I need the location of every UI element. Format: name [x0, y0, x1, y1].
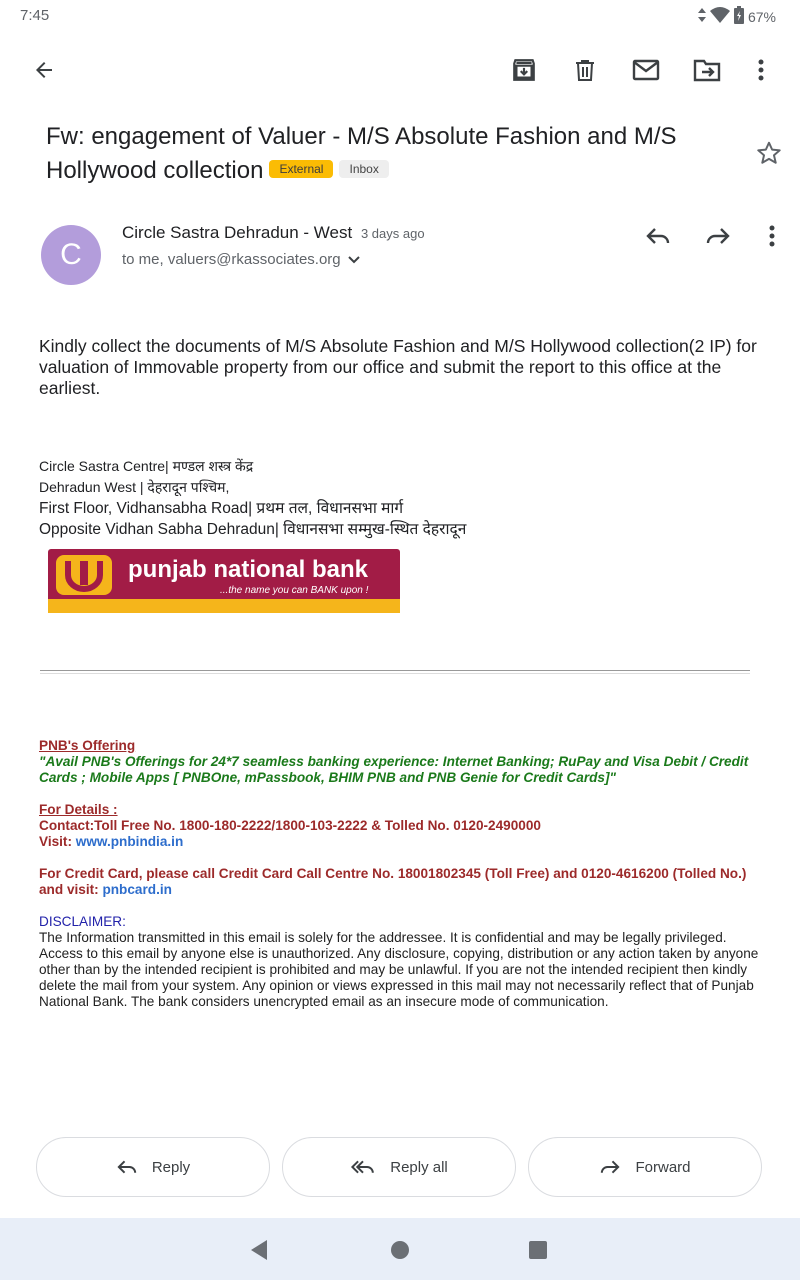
archive-icon: [511, 57, 537, 83]
divider: [40, 670, 750, 674]
credit-card-line: [39, 866, 769, 898]
reply-icon: [116, 1158, 138, 1176]
mark-unread-button[interactable]: [626, 50, 666, 90]
message-body: Kindly collect the documents of M/S Absolute Fashion and M/S Hollywood collection(2 IP) for valuation of Immovable property from our office and submit the report to this office at the earliest.: [39, 336, 757, 398]
battery-percent: 67%: [747, 8, 776, 25]
reply-all-icon: [350, 1158, 376, 1176]
more-options-button[interactable]: [741, 50, 781, 90]
sender-line: [122, 223, 425, 243]
chevron-down-icon: [347, 255, 361, 265]
forward-icon: [599, 1158, 621, 1176]
recipients-toggle[interactable]: [122, 251, 361, 268]
reply-button[interactable]: [36, 1137, 270, 1197]
recipients-text: to me, valuers@rkassociates.org: [122, 251, 341, 268]
more-vert-icon: [769, 225, 775, 247]
subject-text: Fw: engagement of Valuer - M/S Absolute Fashion and M/S Hollywood collection: [46, 123, 677, 184]
forward-button[interactable]: [528, 1137, 762, 1197]
mail-icon: [632, 58, 660, 82]
status-bar: [0, 0, 800, 32]
nav-home-button[interactable]: [388, 1238, 412, 1262]
sender-name: Circle Sastra Dehradun - West: [122, 223, 353, 242]
signature-line-4: Opposite Vidhan Sabha Dehradun| विधानसभा सम्मुख-स्थित देहरादून: [39, 521, 467, 538]
back-button[interactable]: [24, 50, 64, 90]
credit-card-text: For Credit Card, please call Credit Card Call Centre No. 18001802345 (Toll Free) and 0120-4616200 (Tolled No.) and visit:: [39, 866, 747, 897]
logo-tagline: ...the name you can BANK upon !: [220, 585, 369, 596]
offering-text: "Avail PNB's Offerings for 24*7 seamless banking experience: Internet Banking; RuPay and Visa Debit / Credit Cards ; Mobile Apps [ PNBOne, mPassbook, BHIM PNB and PNB Genie for Credit Cards]": [39, 754, 749, 785]
signature-line-2: Dehradun West | देहरादून पश्चिम,: [39, 479, 230, 495]
trash-icon: [573, 57, 597, 83]
back-arrow-icon: [32, 58, 56, 82]
status-icons: [698, 6, 776, 27]
data-arrows-icon: [698, 8, 706, 25]
message-more-button[interactable]: [752, 216, 792, 256]
nav-recents-icon: [528, 1240, 548, 1260]
forward-icon: [705, 225, 731, 247]
forward-label: Forward: [635, 1158, 691, 1176]
nav-recents-button[interactable]: [526, 1238, 550, 1262]
sender-avatar[interactable]: C: [41, 225, 101, 285]
star-icon: [756, 140, 782, 166]
signature-line-1: Circle Sastra Centre| मण्डल शस्त्र केंद्र: [39, 458, 254, 474]
logo-wordmark: punjab national bank: [128, 556, 369, 583]
visit-line: [39, 834, 769, 850]
signature-line-3: First Floor, Vidhansabha Road| प्रथम तल, विधानसभा मार्ग: [39, 500, 404, 517]
more-vert-icon: [758, 59, 764, 81]
move-to-folder-icon: [693, 58, 721, 82]
system-nav-bar: [0, 1218, 800, 1280]
message-time: 3 days ago: [360, 226, 425, 241]
contact-text: Contact:Toll Free No. 1800-180-2222/1800-103-2222 & Tolled No. 0120-2490000: [39, 818, 541, 833]
label-external[interactable]: External: [269, 160, 333, 178]
reply-all-label: Reply all: [390, 1158, 448, 1176]
pnbcard-link[interactable]: pnbcard.in: [102, 882, 172, 897]
nav-back-icon: [249, 1239, 269, 1261]
star-button[interactable]: [752, 136, 786, 170]
reply-label: Reply: [151, 1158, 191, 1176]
reply-icon: [645, 225, 671, 247]
status-time: 7:45: [20, 7, 50, 24]
offering-heading: PNB's Offering: [39, 738, 136, 753]
pnbindia-link[interactable]: www.pnbindia.in: [75, 834, 184, 849]
disclaimer-heading: DISCLAIMER:: [39, 914, 126, 929]
signature: [39, 456, 466, 540]
email-subject: [46, 120, 726, 188]
move-to-button[interactable]: [687, 50, 727, 90]
nav-home-icon: [390, 1240, 410, 1260]
pnb-logo: [42, 545, 404, 618]
nav-back-button[interactable]: [247, 1238, 271, 1262]
action-row: [0, 1137, 800, 1199]
email-footer: [39, 738, 769, 1010]
label-inbox[interactable]: Inbox: [339, 160, 388, 178]
archive-button[interactable]: [504, 50, 544, 90]
top-toolbar: [0, 40, 800, 100]
battery-icon: [734, 6, 744, 27]
forward-icon-button[interactable]: [698, 216, 738, 256]
visit-label: Visit:: [39, 834, 76, 849]
reply-all-button[interactable]: [282, 1137, 516, 1197]
disclaimer-text: The Information transmitted in this email is solely for the addressee. It is confidential and may be legally privileged. Access to this email by anyone else is unauthorized. Any disclosure, copying, distribution or any action taken by anyone other than by the intended recipient is prohibited and may be unlawful. If you are not the intended recipient then kindly delete the mail from your system. Any opinion or views expressed in this mail may not necessarily reflect that of Punjab National Bank. The bank considers unencrypted email as an insecure mode of communication.: [39, 930, 759, 1009]
reply-icon-button[interactable]: [638, 216, 678, 256]
wifi-icon: [710, 7, 730, 26]
details-heading: For Details :: [39, 802, 118, 817]
delete-button[interactable]: [565, 50, 605, 90]
